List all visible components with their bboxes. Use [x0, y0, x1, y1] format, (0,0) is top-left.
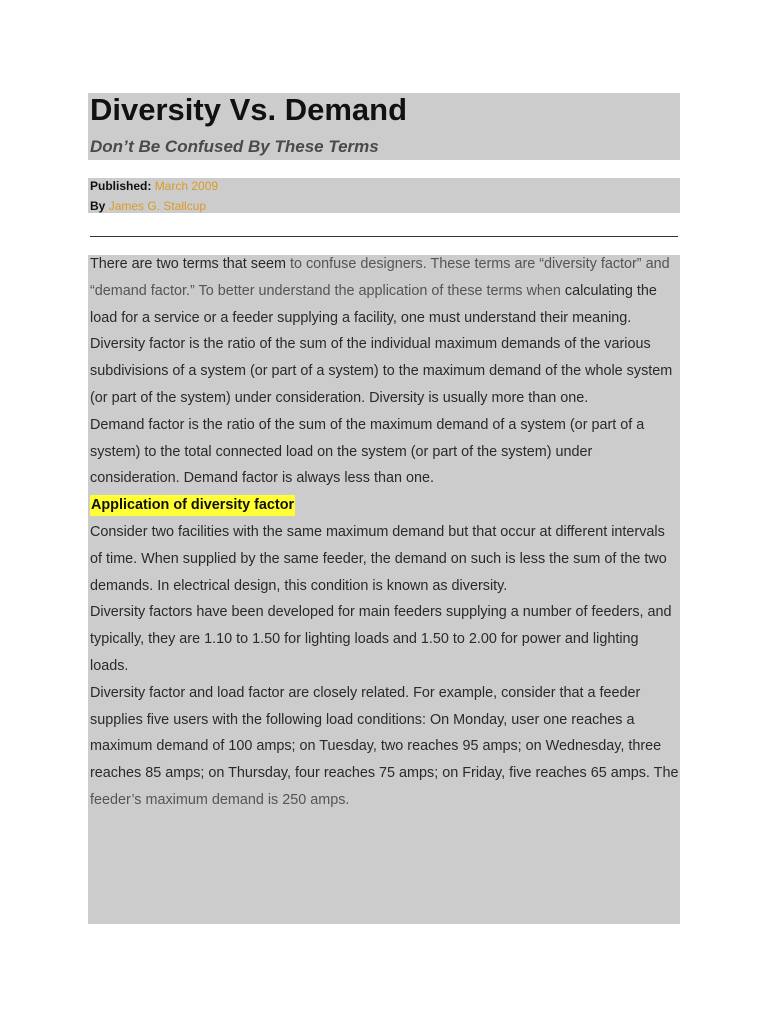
paragraph-intro-middle: to confuse designers. These terms are “diversity factor” and “demand factor.” To better understand the application of these terms when — [90, 256, 670, 299]
divider — [90, 236, 678, 237]
section-heading-row — [90, 492, 680, 519]
paragraph-example — [90, 680, 680, 814]
article-text — [90, 251, 680, 814]
published-line — [90, 176, 218, 196]
byline — [90, 196, 206, 216]
section-heading: Application of diversity factor — [90, 495, 295, 516]
article-title: Diversity Vs. Demand — [90, 92, 408, 127]
paragraph-two-facilities: Consider two facilities with the same maximum demand but that occur at different intervals of time. When supplied by the same feeder, the demand on such is less the sum of the two demands. In electrical design, this condition is known as diversity. — [90, 523, 667, 594]
title-block — [88, 93, 680, 160]
author-link[interactable]: James G. Stallcup — [108, 199, 207, 213]
published-label: Published: — [90, 179, 152, 193]
article-meta — [88, 178, 680, 213]
paragraph-intro — [90, 251, 680, 331]
by-label: By — [90, 199, 106, 213]
article-subtitle: Don’t Be Confused By These Terms — [90, 137, 379, 156]
paragraph-intro-end: calculating the load for a service or a feeder supplying a facility, one must understand their meaning. — [90, 282, 657, 326]
paragraph-intro-start: There are two terms that seem — [90, 256, 290, 272]
paragraph-example-end: feeder’s maximum demand is 250 amps. — [90, 791, 350, 808]
article-body — [88, 255, 680, 924]
paragraph-diversity-values: Diversity factors have been developed for main feeders supplying a number of feeders, and typically, they are 1.10 to 1.50 for lighting loads and 1.50 to 2.00 for power and lighting loads. — [90, 604, 672, 674]
paragraph-demand-definition: Demand factor is the ratio of the sum of the maximum demand of a system (or part of a system) to the total connected load on the system (or part of the system) under consideration. Demand factor is always less than one. — [90, 416, 645, 487]
paragraph-diversity-definition: Diversity factor is the ratio of the sum of the individual maximum demands of the various subdivisions of a system (or part of a system) to the maximum demand of the whole system (or part of the system) under consideration. Diversity is usually more than one. — [90, 336, 673, 406]
published-date-link[interactable]: March 2009 — [154, 179, 219, 193]
paragraph-example-main: Diversity factor and load factor are closely related. For example, consider that a feeder supplies five users with the following load conditions: On Monday, user one reaches a maximum demand of 100 amps; on Tuesday, two reaches 95 amps; on Wednesday, three reaches 85 amps; on Thursday, four reaches 75 amps; on Friday, five reaches 65 amps. The — [90, 684, 679, 782]
